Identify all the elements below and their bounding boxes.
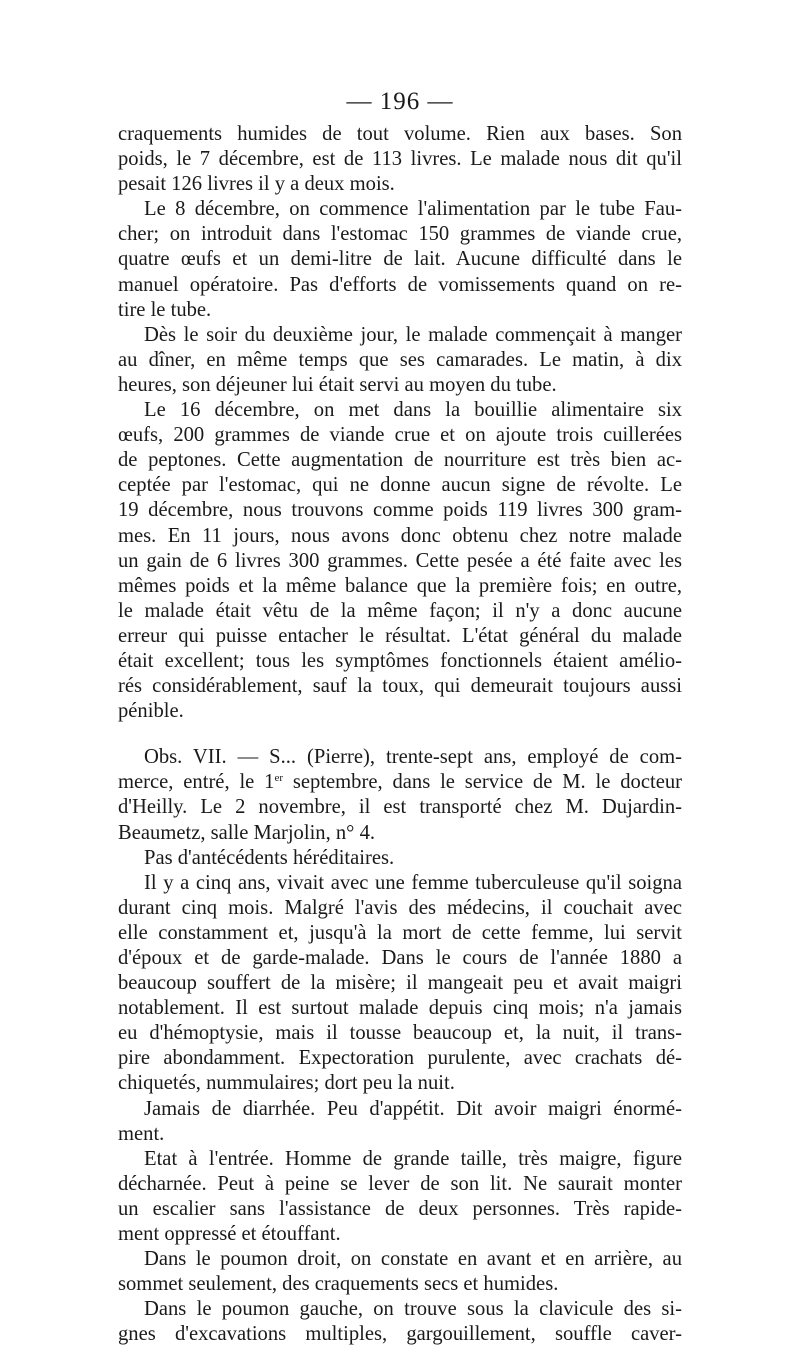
text-line: mêmes poids et la même balance que la première fois; en outre, xyxy=(118,574,682,597)
text-line: Beaumetz, salle Marjolin, n° 4. xyxy=(118,821,376,844)
body-text xyxy=(118,122,682,1348)
text-line: ceptée par l'estomac, qui ne donne aucun signe de révolte. Le xyxy=(118,474,682,497)
text-line: beaucoup souffert de la misère; il mangeait peu et avait maigri xyxy=(118,972,682,995)
text-line: Jamais de diarrhée. Peu d'appétit. Dit avoir maigri énormé- xyxy=(144,1097,682,1120)
text-line: un escalier sans l'assistance de deux personnes. Très rapide- xyxy=(118,1197,682,1220)
text-line: quatre œufs et un demi-litre de lait. Aucune difficulté dans le xyxy=(118,248,682,271)
text-line: gnes d'excavations multiples, gargouillement, souffle caver- xyxy=(118,1323,682,1346)
text-line: Dans le poumon droit, on constate en avant et en arrière, au xyxy=(144,1248,682,1271)
text-line: manuel opératoire. Pas d'efforts de vomissements quand on re- xyxy=(118,273,682,296)
text-line: erreur qui puisse entacher le résultat. L'état général du malade xyxy=(118,624,682,647)
text-line: pesait 126 livres il y a deux mois. xyxy=(118,173,395,196)
text-segment: septembre, dans le service de M. le docteur xyxy=(283,771,682,794)
text-line: Il y a cinq ans, vivait avec une femme tuberculeuse qu'il soigna xyxy=(144,871,682,894)
text-line: œufs, 200 grammes de viande crue et on ajoute trois cuillerées xyxy=(118,424,682,447)
text-line: eu d'hémoptysie, mais il tousse beaucoup et, la nuit, il trans- xyxy=(118,1022,682,1045)
text-line: de peptones. Cette augmentation de nourriture est très bien ac- xyxy=(118,449,682,472)
text-line: 19 décembre, nous trouvons comme poids 119 livres 300 gram- xyxy=(118,499,682,522)
text-line: notablement. Il est surtout malade depuis cinq mois; n'a jamais xyxy=(118,997,682,1020)
text-line: Dès le soir du deuxième jour, le malade commençait à manger xyxy=(144,323,682,346)
text-line: poids, le 7 décembre, est de 113 livres. Le malade nous dit qu'il xyxy=(118,148,682,171)
text-line: décharnée. Peut à peine se lever de son lit. Ne saurait monter xyxy=(118,1172,682,1195)
text-line: pénible. xyxy=(118,700,184,723)
observation-heading-line: Obs. VII. — S... (Pierre), trente-sept ans, employé de com- xyxy=(144,746,682,769)
text-line: ment. xyxy=(118,1122,165,1145)
text-line: heures, son déjeuner lui était servi au moyen du tube. xyxy=(118,373,557,396)
text-line: sommet seulement, des craquements secs et humides. xyxy=(118,1273,559,1296)
page-number: — 196 — xyxy=(346,88,454,115)
text-line: Le 16 décembre, on met dans la bouillie alimentaire six xyxy=(144,399,682,422)
text-line: Dans le poumon gauche, on trouve sous la clavicule des si- xyxy=(144,1298,682,1321)
text-line: Le 8 décembre, on commence l'alimentation par le tube Fau- xyxy=(144,198,682,221)
text-line: le malade était vêtu de la même façon; il n'y a donc aucune xyxy=(118,599,682,622)
text-line: Etat à l'entrée. Homme de grande taille, très maigre, figure xyxy=(144,1147,682,1170)
text-line: pire abondamment. Expectoration purulente, avec crachats dé- xyxy=(118,1047,682,1070)
text-line: Pas d'antécédents héréditaires. xyxy=(144,846,395,869)
text-line: cher; on introduit dans l'estomac 150 grammes de viande crue, xyxy=(118,223,682,246)
text-line: craquements humides de tout volume. Rien aux bases. Son xyxy=(118,123,682,145)
text-line: était excellent; tous les symptômes fonctionnels étaient amélio- xyxy=(118,649,682,672)
text-line: au dîner, en même temps que ses camarades. Le matin, à dix xyxy=(118,348,682,371)
superscript: er xyxy=(274,772,283,785)
section-gap xyxy=(118,724,682,745)
text-line: durant cinq mois. Malgré l'avis des médecins, il couchait avec xyxy=(118,896,682,919)
text-line: rés considérablement, sauf la toux, qui demeurait toujours aussi xyxy=(118,675,682,698)
text-line: un gain de 6 livres 300 grammes. Cette pesée a été faite avec les xyxy=(118,549,682,572)
text-line: mes. En 11 jours, nous avons donc obtenu chez notre malade xyxy=(118,524,682,547)
text-line xyxy=(118,770,682,795)
text-line: tire le tube. xyxy=(118,298,212,321)
text-line: chiquetés, nummulaires; dort peu la nuit. xyxy=(118,1072,455,1095)
text-line: d'époux et de garde-malade. Dans le cours de l'année 1880 a xyxy=(118,947,682,969)
text-line: elle constamment et, jusqu'à la mort de cette femme, lui servit xyxy=(118,921,682,944)
text-line: d'Heilly. Le 2 novembre, il est transporté chez M. Dujardin- xyxy=(118,796,682,819)
text-segment: merce, entré, le 1 xyxy=(118,771,275,794)
text-line: ment oppressé et étouffant. xyxy=(118,1223,341,1246)
